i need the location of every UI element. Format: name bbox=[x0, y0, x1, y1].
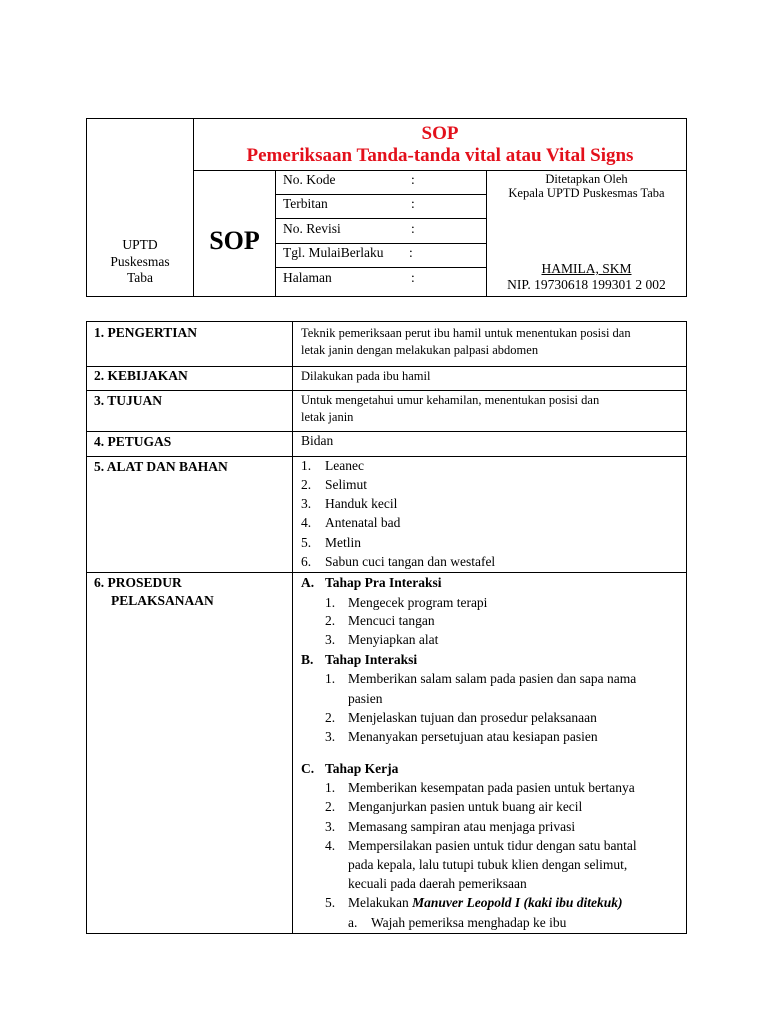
petugas-text: Bidan bbox=[301, 433, 334, 448]
list-text: Selimut bbox=[325, 477, 368, 492]
stage-title: Tahap Pra Interaksi bbox=[325, 575, 442, 590]
section-label-petugas: 4. PETUGAS bbox=[94, 434, 172, 449]
section-label-alat: 5. ALAT DAN BAHAN bbox=[94, 459, 228, 474]
list-text: Menyiapkan alat bbox=[348, 632, 439, 647]
org-name-line3: Taba bbox=[126, 270, 154, 285]
stage-letter: B. bbox=[301, 652, 314, 667]
leopold-prefix: Melakukan bbox=[348, 895, 413, 910]
list-text: Memasang sampiran atau menjaga privasi bbox=[348, 819, 576, 834]
kepala-uptd: Kepala UPTD Puskesmas Taba bbox=[508, 186, 665, 200]
field-colon: : bbox=[411, 270, 415, 285]
section-label-prosedur-line2: PELAKSANAAN bbox=[111, 593, 214, 608]
list-text: Mencuci tangan bbox=[348, 613, 435, 628]
sub-text: Wajah pemeriksa menghadap ke ibu bbox=[371, 915, 567, 930]
list-text: Sabun cuci tangan dan westafel bbox=[325, 554, 496, 569]
field-label: No. Kode bbox=[283, 172, 336, 187]
list-number: 2. bbox=[325, 613, 336, 628]
signatory-name: HAMILA, SKM bbox=[541, 261, 632, 276]
field-label: Terbitan bbox=[283, 196, 328, 211]
list-number: 5. bbox=[301, 535, 312, 550]
ditetapkan-oleh: Ditetapkan Oleh bbox=[545, 172, 628, 186]
list-number: 1. bbox=[325, 780, 336, 795]
field-colon: : bbox=[411, 196, 415, 211]
section-label-pengertian: 1. PENGERTIAN bbox=[94, 325, 198, 340]
list-text: pasien bbox=[348, 691, 383, 706]
section-label-tujuan: 3. TUJUAN bbox=[94, 393, 163, 408]
list-number: 5. bbox=[325, 895, 336, 910]
field-label: Halaman bbox=[283, 270, 332, 285]
list-text: Antenatal bad bbox=[325, 515, 401, 530]
org-name-line1: UPTD bbox=[122, 237, 158, 252]
field-colon: : bbox=[409, 245, 413, 260]
list-text: Mempersilakan pasien untuk tidur dengan satu bantal bbox=[348, 838, 637, 853]
field-colon: : bbox=[411, 221, 415, 236]
list-number: 4. bbox=[301, 515, 312, 530]
stage-letter: A. bbox=[301, 575, 315, 590]
list-text: pada kepala, lalu tutupi tubuk klien dengan selimut, bbox=[348, 857, 628, 872]
pengertian-text-line2: letak janin dengan melakukan palpasi abdomen bbox=[301, 343, 539, 357]
list-number: 4. bbox=[325, 838, 336, 853]
sop-label: SOP bbox=[209, 226, 260, 255]
list-text: Menanyakan persetujuan atau kesiapan pasien bbox=[348, 729, 598, 744]
list-text: Menjelaskan tujuan dan prosedur pelaksanaan bbox=[348, 710, 597, 725]
list-number: 3. bbox=[325, 819, 336, 834]
field-label: No. Revisi bbox=[283, 221, 341, 236]
list-number: 1. bbox=[325, 595, 336, 610]
list-text: Memberikan salam salam pada pasien dan sapa nama bbox=[348, 671, 637, 686]
list-text: Leanec bbox=[325, 458, 364, 473]
list-text: Metlin bbox=[325, 535, 361, 550]
list-number: 3. bbox=[325, 632, 336, 647]
kebijakan-text: Dilakukan pada ibu hamil bbox=[301, 369, 431, 383]
list-text: Handuk kecil bbox=[325, 496, 398, 511]
stage-title: Tahap Kerja bbox=[325, 761, 399, 776]
list-text: kecuali pada daerah pemeriksaan bbox=[348, 876, 527, 891]
leopold-item bbox=[348, 896, 623, 910]
field-colon: : bbox=[411, 172, 415, 187]
list-text: Memberikan kesempatan pada pasien untuk bertanya bbox=[348, 780, 635, 795]
list-number: 3. bbox=[325, 729, 336, 744]
list-number: 3. bbox=[301, 496, 312, 511]
stage-letter: C. bbox=[301, 761, 315, 776]
list-number: 2. bbox=[301, 477, 312, 492]
list-text: Mengecek program terapi bbox=[348, 595, 488, 610]
list-number: 1. bbox=[325, 671, 336, 686]
tujuan-text-line2: letak janin bbox=[301, 410, 354, 424]
list-number: 2. bbox=[325, 799, 336, 814]
list-number: 1. bbox=[301, 458, 312, 473]
org-name-line2: Puskesmas bbox=[110, 254, 170, 269]
document-subtitle: Pemeriksaan Tanda-tanda vital atau Vital Signs bbox=[246, 145, 634, 166]
list-number: 6. bbox=[301, 554, 312, 569]
field-label: Tgl. MulaiBerlaku bbox=[283, 245, 384, 260]
list-number: 2. bbox=[325, 710, 336, 725]
sop-title: SOP bbox=[421, 123, 459, 144]
section-label-kebijakan: 2. KEBIJAKAN bbox=[94, 368, 188, 383]
stage-title: Tahap Interaksi bbox=[325, 652, 418, 667]
leopold-emphasis: Manuver Leopold I (kaki ibu ditekuk) bbox=[412, 895, 623, 910]
sub-letter: a. bbox=[348, 915, 358, 930]
tujuan-text-line1: Untuk mengetahui umur kehamilan, menentukan posisi dan bbox=[301, 393, 600, 407]
section-label-prosedur: 6. PROSEDUR bbox=[94, 575, 182, 590]
pengertian-text-line1: Teknik pemeriksaan perut ibu hamil untuk menentukan posisi dan bbox=[301, 326, 631, 340]
signatory-nip: NIP. 19730618 199301 2 002 bbox=[507, 277, 666, 292]
list-text: Menganjurkan pasien untuk buang air kecil bbox=[348, 799, 583, 814]
